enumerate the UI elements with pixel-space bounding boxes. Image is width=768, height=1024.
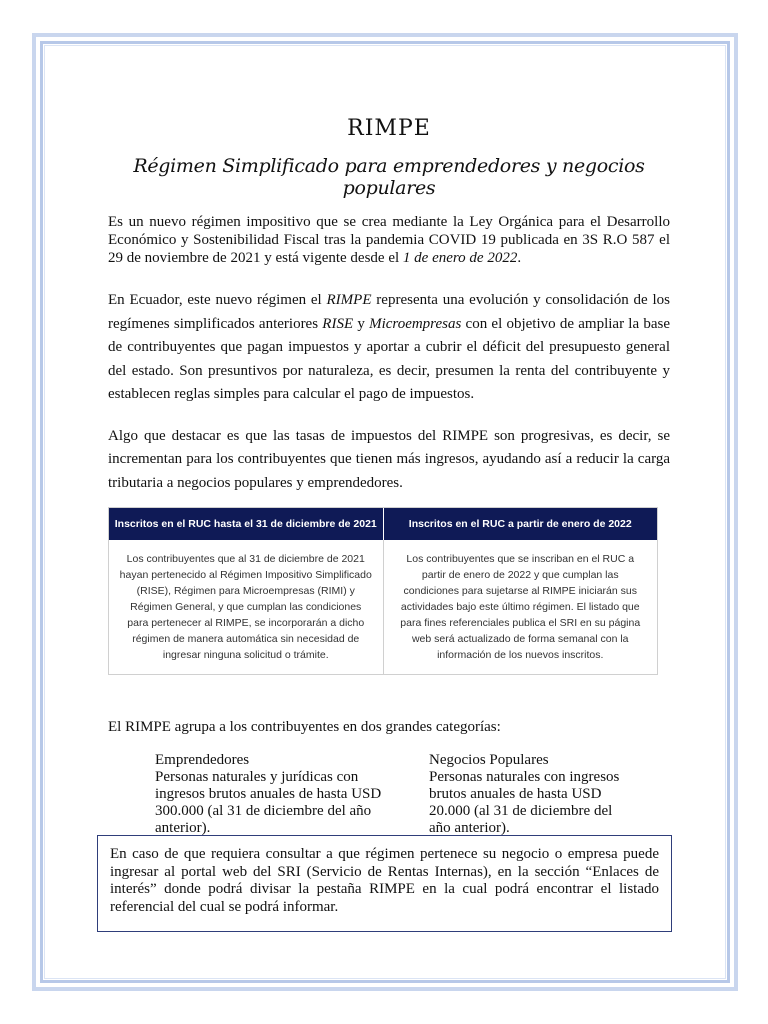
table-row: [109, 540, 657, 674]
sri-notice-box: En caso de que requiera consultar a que régimen pertenece su negocio o empresa puede ingresar al portal web del SRI (Servicio de Rentas Internas), en la sección “Enlaces de interés” donde podrá divisar la pestaña RIMPE en la cual podrá encontrar el listado referencial del cual se podrá informar.: [97, 835, 672, 932]
document-body: [108, 110, 670, 837]
intro-paragraph: Es un nuevo régimen impositivo que se crea mediante la Ley Orgánica para el Desarrollo Económico y Sostenibilidad Fiscal tras la pandemia COVID 19 publicada en 3S R.O 587 el 29 de noviembre de 2021 y está vigente desde el 1 de enero de 2022.: [108, 214, 670, 266]
document-subtitle: Régimen Simplificado para emprendedores y negocios populares: [133, 155, 645, 199]
context-paragraph: En Ecuador, este nuevo régimen el RIMPE representa una evolución y consolidación de los regímenes simplificados anteriores RISE y Microempresas con el objetivo de ampliar la base de contribuyentes que pagan impuestos y aportar a cubrir el déficit del presupuesto general del estado. Son presuntivos por naturaleza, es decir, presumen la renta del contribuyente y establecen reglas simples para calcular el pago de impuestos.: [108, 292, 671, 402]
categories-list: [108, 752, 670, 837]
category-description: Personas naturales con ingresos brutos anuales de hasta USD 20.000 (al 31 de diciembre del año anterior).: [429, 769, 620, 836]
table-header-cell: Inscritos en el RUC a partir de enero de 2022: [383, 508, 658, 540]
document-title: RIMPE: [347, 116, 431, 141]
category-negocios-populares: [429, 752, 629, 837]
category-name: Emprendedores: [155, 752, 250, 768]
table-header-cell: Inscritos en el RUC hasta el 31 de diciembre de 2021: [114, 518, 377, 530]
category-emprendedores: [155, 752, 395, 837]
table-cell: Los contribuyentes que se inscriban en el RUC a partir de enero de 2022 y que cumplan las condiciones para sujetarse al RIMPE iniciarán sus actividades bajo este último régimen. El listado que para fines referenciales publica el SRI en su página web será actualizado de forma semanal con la información de los nuevos inscritos.: [383, 540, 658, 674]
categories-intro: El RIMPE agrupa a los contribuyentes en dos grandes categorías:: [108, 719, 501, 735]
category-name: Negocios Populares: [429, 752, 549, 768]
table-cell: Los contribuyentes que al 31 de diciembre de 2021 hayan pertenecido al Régimen Impositivo Simplificado (RISE), Régimen para Microempresas (RIMI) y Régimen General, y que cumplan las condiciones para pertenecer al RIMPE, se incorporarán a dicho régimen de manera automática sin necesidad de ingresar ninguna solicitud o trámite.: [119, 553, 372, 661]
progressive-rates-paragraph: Algo que destacar es que las tasas de impuestos del RIMPE son progresivas, es decir, se incrementan para los contribuyentes que tienen más ingresos, ayudando así a reducir la carga tributaria a negocios populares y emprendedores.: [108, 427, 670, 491]
category-description: Personas naturales y jurídicas con ingresos brutos anuales de hasta USD 300.000 (al 31 de diciembre del año anterior).: [155, 769, 382, 836]
effective-date: 1 de enero de 2022: [402, 250, 518, 266]
registration-table: [108, 507, 658, 675]
table-header-row: [109, 508, 657, 540]
